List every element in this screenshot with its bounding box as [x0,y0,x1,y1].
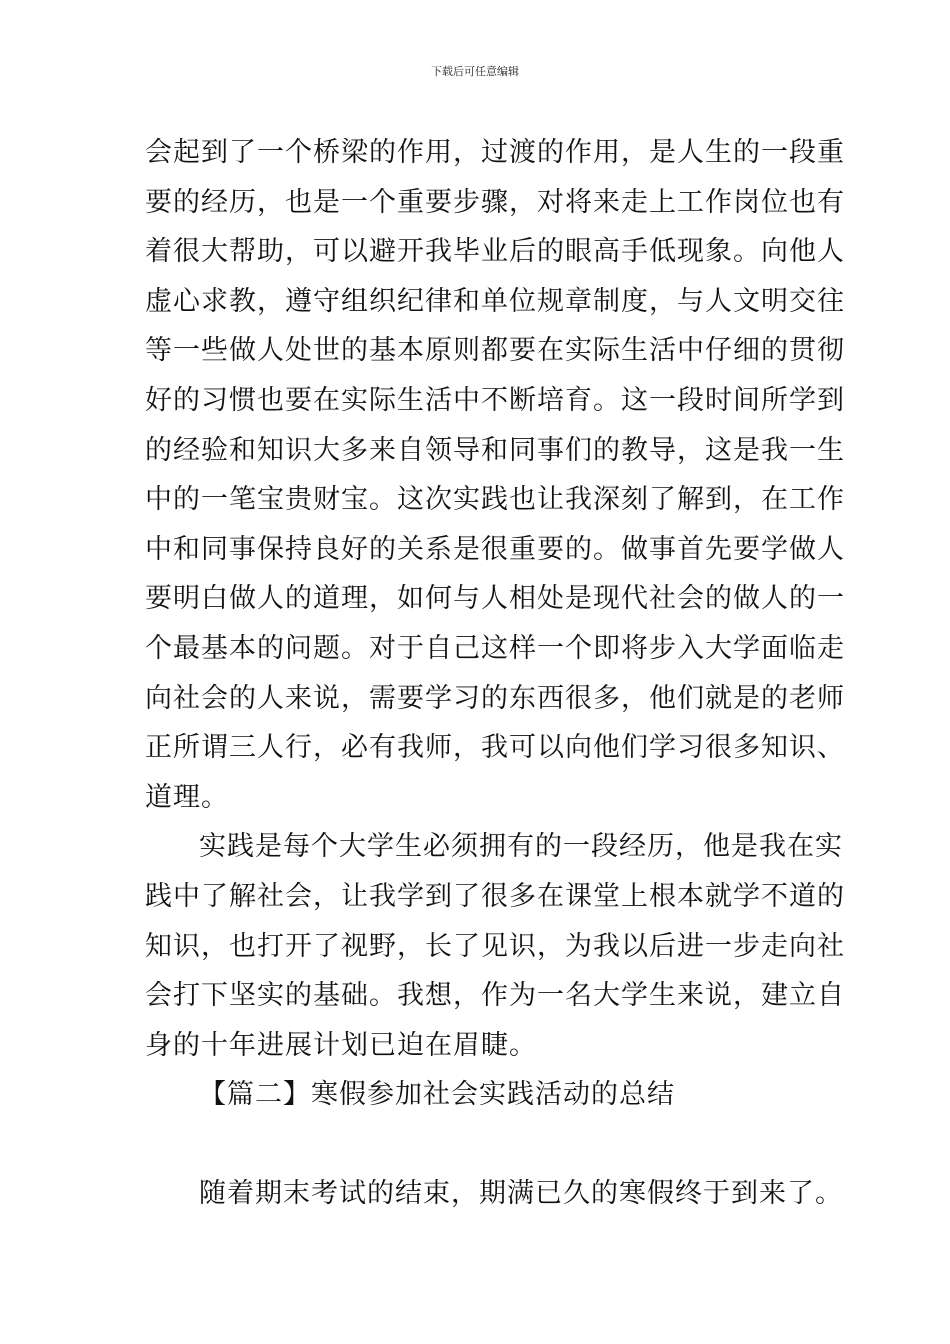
text-line: 正所谓三人行，必有我师，我可以向他们学习很多知识、 [145,732,845,764]
document-body [145,128,845,1219]
text-line: 践中了解社会，让我学到了很多在课堂上根本就学不道的 [145,880,845,912]
text-line: 要明白做人的道理，如何与人相处是现代社会的做人的一 [145,583,845,615]
text-line: 个最基本的问题。对于自己这样一个即将步入大学面临走 [145,632,845,664]
text-line: 好的习惯也要在实际生活中不断培育。这一段时间所学到 [145,384,845,416]
paragraph [145,822,845,1070]
text-line: 向社会的人来说，需要学习的东西很多，他们就是的老师 [145,682,845,714]
text-line: 中的一笔宝贵财宝。这次实践也让我深刻了解到，在工作 [145,484,845,516]
text-line: 着很大帮助，可以避开我毕业后的眼高手低现象。向他人 [145,236,845,268]
page-header: 下载后可任意编辑 [431,65,519,78]
text-line: 身的十年进展计划已迫在眉睫。 [145,1029,537,1061]
text-line: 会起到了一个桥梁的作用，过渡的作用，是人生的一段重 [145,137,845,168]
paragraph [145,1169,843,1219]
text-line: 的经验和知识大多来自领导和同事们的教导，这是我一生 [145,434,845,466]
text-line: 知识，也打开了视野，长了见识，为我以后进一步走向社 [145,930,845,962]
text-line: 虚心求教，遵守组织纪律和单位规章制度，与人文明交往 [145,285,845,317]
section-heading: 【篇二】寒假参加社会实践活动的总结 [199,1079,675,1111]
paragraph [145,128,845,822]
blank-line [145,1120,810,1170]
text-line: 实践是每个大学生必须拥有的一段经历，他是我在实 [199,831,843,863]
text-line: 道理。 [145,781,229,813]
text-line: 会打下坚实的基础。我想，作为一名大学生来说，建立自 [145,980,845,1012]
text-line: 随着期末考试的结束，期满已久的寒假终于到来了。 [199,1178,843,1210]
text-line: 等一些做人处世的基本原则都要在实际生活中仔细的贯彻 [145,335,845,367]
text-line: 要的经历，也是一个重要步骤，对将来走上工作岗位也有 [145,186,845,218]
text-line: 中和同事保持良好的关系是很重要的。做事首先要学做人 [145,533,845,565]
